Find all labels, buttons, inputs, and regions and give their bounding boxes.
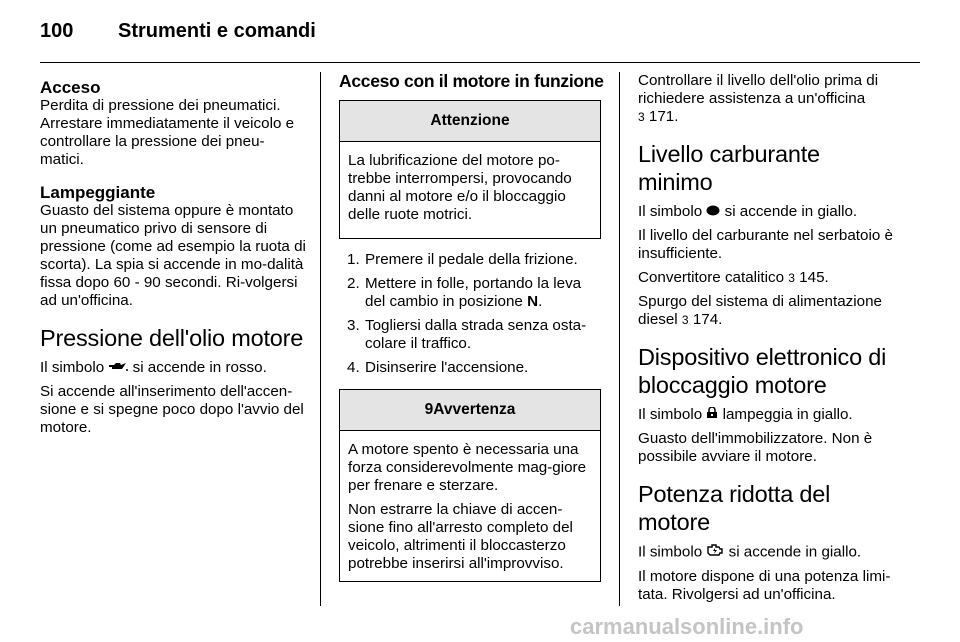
- list-text: Premere il pedale della frizione.: [365, 251, 578, 268]
- text: Spurgo del sistema di alimentazione diesel: [638, 293, 882, 329]
- engine-power-icon: [706, 543, 724, 562]
- warning-triangle-icon: 9: [424, 401, 434, 418]
- text: lampeggia in giallo.: [718, 406, 853, 424]
- paragraph: Guasto dell'immobilizzatore. Non è possibile avviare il motore.: [638, 430, 873, 466]
- column-left: [40, 78, 306, 443]
- section-heading-lampeggiante: Lampeggiante: [40, 183, 156, 202]
- fuel-drop-icon: [706, 203, 720, 221]
- paragraph: Perdita di pressione dei pneumatici. Arrestare immediatamente il veicolo e controllare la pressione dei pneu-matici.: [40, 97, 295, 168]
- warning-text: A motore spento è necessaria una forza considerevolmente mag-giore per frenare e sterzare.: [348, 441, 587, 494]
- text: Il simbolo: [638, 406, 707, 424]
- immobilizer-icon: [706, 406, 718, 424]
- steps-list: [339, 251, 601, 377]
- text: Il simbolo: [40, 359, 109, 377]
- oil-can-icon: [108, 359, 128, 377]
- list-number: 4.: [347, 359, 360, 376]
- paragraph: Guasto del sistema oppure è montato un pneumatico privo di sensore di pressione (come ad esempio la ruota di scorta). La spia si accende in mo-dalità fissa dopo 60 - 90 secondi. Ri-volgersi ad un'officina.: [40, 202, 306, 309]
- text: si accende in giallo.: [720, 203, 858, 221]
- text: Il simbolo: [638, 203, 707, 221]
- header-rule: [40, 62, 920, 63]
- warning-label: Avvertenza: [433, 401, 516, 418]
- text: Il simbolo: [638, 543, 707, 561]
- warning-box-header: [340, 390, 600, 431]
- text: si accende in giallo.: [724, 543, 862, 561]
- page-title: Strumenti e comandi: [118, 20, 316, 42]
- paragraph: [40, 359, 306, 377]
- warning-text: Non estrarre la chiave di accen-sione fino all'arresto completo del veicolo, altrimenti il bloccasterzo potrebbe inserirsi all'improvviso.: [348, 501, 573, 572]
- paragraph: Il motore dispone di una potenza limi-tata. Rivolgersi ad un'officina.: [638, 568, 891, 604]
- attention-box-header: Attenzione: [340, 101, 600, 142]
- paragraph: Il livello del carburante nel serbatoio è insufficiente.: [638, 227, 893, 263]
- column-middle: [339, 71, 604, 594]
- list-number: 2.: [347, 275, 360, 292]
- list-item: [339, 317, 601, 353]
- paragraph: [638, 543, 900, 562]
- page-ref-symbol: 3: [681, 313, 689, 328]
- section-heading-immobilizer: Dispositivo elettronico di bloccaggio motore: [638, 344, 887, 399]
- attention-text: La lubrificazione del motore po-trebbe interrompersi, provocando danni al motore e/o il bloccaggio delle ruote motrici.: [348, 152, 572, 223]
- section-heading-oil-pressure: Pressione dell'olio motore: [40, 325, 304, 351]
- page-number: 100: [40, 20, 74, 42]
- paragraph: Si accende all'inserimento dell'accen-sione e si spegne poco dopo l'avvio del motore.: [40, 383, 304, 437]
- paragraph: [638, 72, 900, 126]
- warning-box: [339, 389, 601, 582]
- list-item: [339, 251, 601, 269]
- section-heading-acceso: Acceso: [40, 78, 101, 97]
- paragraph: [638, 203, 900, 221]
- section-heading-power: Potenza ridotta del motore: [638, 481, 831, 536]
- text: Convertitore catalitico: [638, 269, 789, 287]
- watermark: carmanualsonline.info: [570, 614, 804, 639]
- page-ref-symbol: 3: [638, 110, 645, 124]
- list-text: .: [538, 293, 543, 310]
- column-divider: [619, 72, 620, 606]
- list-item: [339, 275, 601, 311]
- section-heading-engine-running: Acceso con il motore in funzione: [339, 71, 604, 91]
- text: Controllare il livello dell'olio prima di richiedere assistenza a un'officina: [638, 72, 879, 107]
- column-right: [638, 72, 900, 610]
- text: 174.: [688, 311, 723, 329]
- list-text: Mettere in folle, portando la leva del cambio in posizione: [365, 275, 582, 310]
- list-number: 3.: [347, 317, 360, 334]
- page-ref-symbol: 3: [788, 271, 795, 286]
- paragraph: [638, 269, 900, 287]
- paragraph: [638, 293, 900, 329]
- list-number: 1.: [347, 251, 360, 268]
- attention-box: [339, 100, 601, 239]
- text: 145.: [794, 269, 829, 287]
- list-item: [339, 359, 601, 377]
- gear-position: N: [527, 293, 539, 310]
- text: si accende in rosso.: [128, 359, 267, 377]
- list-text: Disinserire l'accensione.: [365, 359, 529, 376]
- section-heading-fuel: Livello carburante minimo: [638, 141, 820, 195]
- column-divider: [320, 72, 321, 606]
- text: 171.: [644, 108, 679, 125]
- paragraph: [638, 406, 900, 424]
- list-text: Togliersi dalla strada senza osta-colare il traffico.: [365, 317, 587, 352]
